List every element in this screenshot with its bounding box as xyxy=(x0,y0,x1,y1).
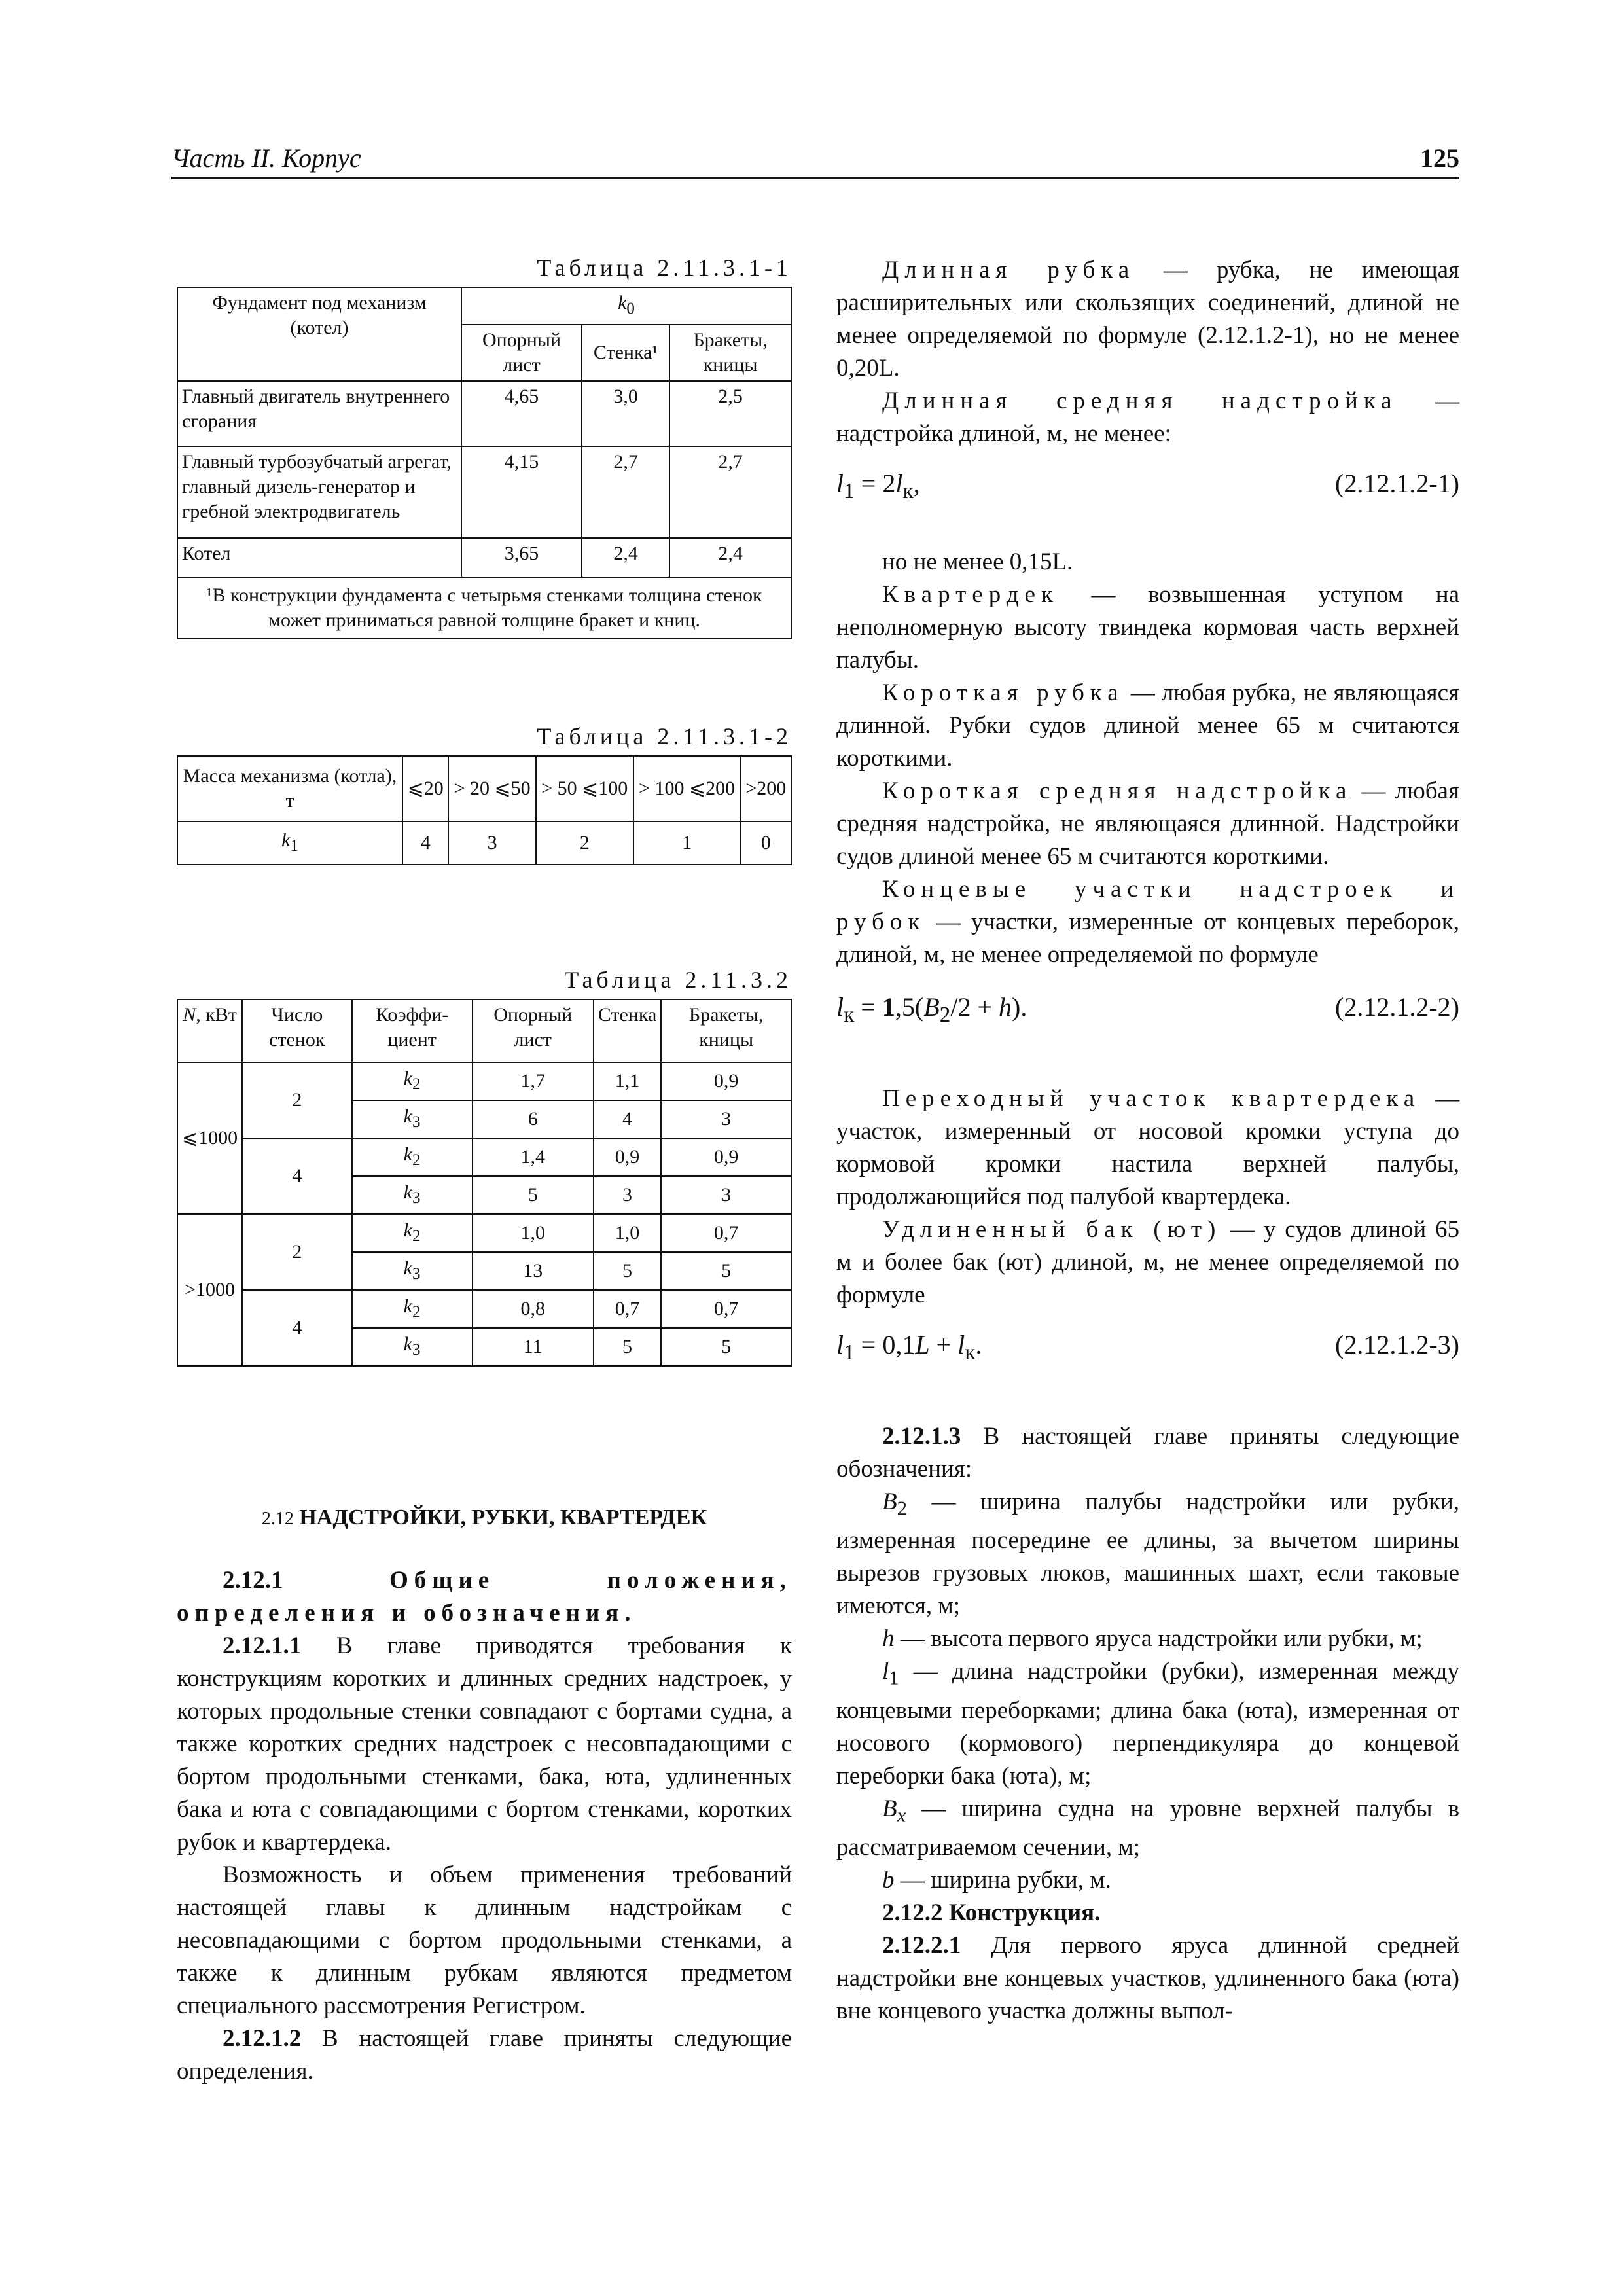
table3-cell: 13 xyxy=(473,1252,594,1290)
table3-coef: $k_3$ xyxy=(352,1100,473,1138)
table3-header: Бракеты, кницы xyxy=(661,999,791,1062)
definition: — участок, измеренный от носовой кромки уступа до кормовой кромки настила верхней палубы, продолжающийся под палубой квартердека. xyxy=(836,1085,1459,1210)
definition: — возвышенная уступом на неполномерную высоту твиндека кормовая часть верхней палубы. xyxy=(836,581,1459,673)
table3-cell: 0,7 xyxy=(661,1214,791,1252)
table3-cell: 1,1 xyxy=(594,1062,662,1100)
table3-coef: $k_2$ xyxy=(352,1214,473,1252)
table3-power: ⩽1000 xyxy=(177,1062,242,1214)
table1-row-label: Главный двигатель внутреннего сгорания xyxy=(177,381,461,446)
symbol: B xyxy=(882,1488,897,1515)
paragraph: В настоящей главе приняты следующие определения. xyxy=(177,2025,792,2085)
table3-coef: $k_3$ xyxy=(352,1176,473,1214)
formula-number: (2.12.1.2-3) xyxy=(1335,1330,1459,1359)
table3-header: N, кВт xyxy=(177,999,242,1062)
definition: но не менее 0,15L. xyxy=(882,548,1073,575)
table1-subheader: Стенка¹ xyxy=(582,325,669,381)
table1-row-label: Котел xyxy=(177,538,461,577)
table3-coef: $k_3$ xyxy=(352,1328,473,1366)
definition: — у судов длиной 65 м и более бак (ют) длиной, м, не менее определяемой по формуле xyxy=(836,1216,1460,1308)
table3-cell: 0,9 xyxy=(661,1138,791,1176)
table3-header: Стенка xyxy=(594,999,662,1062)
table2-cell: 0 xyxy=(741,821,791,865)
definition: — участки, измеренные от концевых переборок, длиной, м, не менее определяемой по формуле xyxy=(836,908,1460,968)
table2-range: > 50 ⩽100 xyxy=(536,756,633,821)
table1-cell: 4,15 xyxy=(461,446,582,538)
right-column-text: Длинная рубка — рубка, не имеющая расширительных или скользящих соединений, длиной не менее определяемой по формуле (2.12.1.2-1), но не менее 0,20L. Длинная средняя надстройка — надстройка длиной, м, не менее: $l_1 = 2l_к$, (2.12.1.2-1) но не менее 0,15L. Квартердек — возвышенная уступом на неполномерную высоту твиндека кормовая часть верхней палубы. Короткая рубка — любая рубка, не являющаяся длинной. Рубки судов длиной менее 65 м считаются короткими. Короткая средняя надстройка — любая средняя надстройка, не являющаяся длинной. Надстройки судов длиной менее 65 м считаются короткими. Концевые участки надстроек и рубок — участки, измеренные от концевых переборок, длиной, м, не менее определяемой по формуле $l_к = 1,5(B_2/2 + h)$. (2.12.1.2-2) Переходный участок квартердека — участок, измеренный от носовой кромки уступа до кормовой кромки настила верхней палубы, продолжающийся под палубой квартердека. Удлиненный бак (ют) — у судов длиной 65 м и более бак (ют) длиной, м, не менее определяемой по формуле $l_1 = 0,1L + l_к$. (2.12.1.2-3) 2.12.1.3 В настоящей главе приняты следующие обозначения: $B_2$ — ширина палубы надстройки или рубки, измеренная посередине ее длины, за вычетом ширины вырезов грузовых люков, машинных шахт, если таковые имеются, м; h — высота первого яруса надстройки или рубки, м; $l_1$ — длина надстройки (рубки), измеренная между концевыми переборками; длина бака (юта), измеренная от носового (кормового) перпендикуляра до концевой переборки бака (юта), м; $B_x$ — ширина судна на уровне верхней палубы в рассматриваемом сечении, м; b — ширина рубки, м. 2.12.2 Конструкция. 2.12.2.1 Для первого яруса длинной средней надстройки вне концевых участков, удлиненного бака (юта) вне концевого участка должны выпол- xyxy=(836,257,1460,2025)
table3-coef: $k_2$ xyxy=(352,1138,473,1176)
table3-cell: 5 xyxy=(473,1176,594,1214)
table3-cell: 0,7 xyxy=(661,1290,791,1328)
subsection-number: 2.12.1 xyxy=(223,1567,283,1594)
definition: — любая средняя надстройка, не являющаяся длинной. Надстройки судов длиной менее 65 м считаются короткими. xyxy=(836,778,1459,870)
table2-caption: Таблица 2.11.3.1-2 xyxy=(537,723,792,749)
table1 xyxy=(177,287,792,639)
table3-cell: 1,7 xyxy=(473,1062,594,1100)
table3-cell: 5 xyxy=(661,1328,791,1366)
subsection-title: Конструкция. xyxy=(948,1899,1101,1927)
para-number: 2.12.2.1 xyxy=(882,1932,961,1960)
definition: — рубка, не имеющая расширительных или скользящих соединений, длиной не менее определяемой по формуле (2.12.1.2-1), но не менее 0,20L. xyxy=(836,257,1460,382)
formula: $l_к = 1,5(B_2/2 + h)$. xyxy=(836,992,1027,1027)
section-number: 2.12 xyxy=(261,1509,294,1529)
table3-coef: $k_2$ xyxy=(352,1062,473,1100)
table3-walls: 4 xyxy=(242,1290,351,1366)
formula-2 xyxy=(836,991,1459,1043)
symbol: $B_x$ xyxy=(882,1795,906,1827)
table3-cell: 0,9 xyxy=(661,1062,791,1100)
table1-k-header: $k_0$ xyxy=(461,287,791,325)
paragraph: В главе приводятся требования к конструкциям коротких и длинных средних надстроек, у которых продольные стенки совпадают с бортами судна, а также коротких средних надстроек с несовпадающими с бортом продольными стенками, бака, юта, удлиненных бака и юта с совпадающими с бортом стенками, коротких рубок и квартердека. xyxy=(177,1632,793,1856)
formula-number: (2.12.1.2-2) xyxy=(1335,992,1459,1022)
table3-cell: 3 xyxy=(661,1100,791,1138)
table1-subheader: Бракеты, кницы xyxy=(669,325,791,381)
definition: — надстройка длиной, м, не менее: xyxy=(836,387,1460,447)
table2-cell: 3 xyxy=(448,821,535,865)
table3-coef: $k_3$ xyxy=(352,1252,473,1290)
table2-range: >200 xyxy=(741,756,791,821)
table3-cell: 4 xyxy=(594,1100,662,1138)
formula: $l_1 = 2l_к$, xyxy=(836,469,920,503)
paragraph: Для первого яруса длинной средней надстройки вне концевых участков, удлиненного бака (юта) вне концевого участка должны выпол- xyxy=(836,1932,1459,2025)
table3-walls: 4 xyxy=(242,1138,351,1214)
table1-cell: 2,4 xyxy=(669,538,791,577)
definition-term: Короткая средняя надстройка xyxy=(882,778,1353,804)
definition-term: Переходный участок квартердека xyxy=(882,1085,1421,1112)
table1-row-label: Главный турбозубчатый агрегат, главный дизель-генератор и гребной электродвигатель xyxy=(177,446,461,538)
definition: — любая рубка, не являющаяся длинной. Рубки судов длиной менее 65 м считаются короткими. xyxy=(836,679,1460,772)
table1-cell: 3,65 xyxy=(461,538,582,577)
symbol: b xyxy=(882,1867,895,1894)
table2-cell: 2 xyxy=(536,821,633,865)
table3-cell: 0,8 xyxy=(473,1290,594,1328)
notation: — ширина рубки, м. xyxy=(900,1867,1111,1894)
table3-cell: 5 xyxy=(661,1252,791,1290)
definition-term: Квартердек xyxy=(882,581,1059,608)
table1-cell: 3,0 xyxy=(582,381,669,446)
table3-header: Число стенок xyxy=(242,999,351,1062)
notation: — длина надстройки (рубки), измеренная между концевыми переборками; длина бака (юта), измеренная от носового (кормового) перпендикуляра до концевой переборки бака (юта), м; xyxy=(836,1658,1459,1789)
table3-cell: 0,9 xyxy=(594,1138,662,1176)
para-number: 2.12.1.2 xyxy=(223,2025,302,2052)
table3-walls: 2 xyxy=(242,1214,351,1290)
table1-cell: 2,7 xyxy=(669,446,791,538)
formula-number: (2.12.1.2-1) xyxy=(1335,469,1459,498)
section-heading xyxy=(177,1505,792,1530)
table3-cell: 0,7 xyxy=(594,1290,662,1328)
page-number: 125 xyxy=(1420,143,1459,173)
table3-cell: 3 xyxy=(661,1176,791,1214)
table3-walls: 2 xyxy=(242,1062,351,1138)
left-column-text xyxy=(177,1564,792,2088)
table1-caption: Таблица 2.11.3.1-1 xyxy=(537,255,792,281)
table2-range: ⩽20 xyxy=(402,756,448,821)
notation: — ширина судна на уровне верхней палубы в рассматриваемом сечении, м; xyxy=(836,1795,1460,1861)
table1-footnote: ¹В конструкции фундамента с четырьмя стенками толщина стенок может приниматься равной толщине бракет и книц. xyxy=(177,577,791,639)
table3-caption: Таблица 2.11.3.2 xyxy=(564,967,792,993)
table2 xyxy=(177,755,792,865)
para-number: 2.12.1.1 xyxy=(223,1632,302,1659)
section-title: НАДСТРОЙКИ, РУБКИ, КВАРТЕРДЕК xyxy=(299,1505,707,1530)
table3-cell: 5 xyxy=(594,1328,662,1366)
definition-term: Короткая рубка xyxy=(882,679,1124,706)
table2-range: > 100 ⩽200 xyxy=(633,756,741,821)
definition-term: Длинная рубка xyxy=(882,257,1135,283)
table2-range: > 20 ⩽50 xyxy=(448,756,535,821)
subsection-number: 2.12.2 xyxy=(882,1899,943,1927)
symbol: h xyxy=(882,1625,895,1653)
table3-power: >1000 xyxy=(177,1214,242,1366)
definition-term: Удлиненный бак (ют) xyxy=(882,1216,1222,1243)
definition-term: Концевые участки надстроек и рубок xyxy=(836,876,1459,935)
table2-col-header: Масса механизма (котла), т xyxy=(177,756,402,821)
table1-subheader: Опорный лист xyxy=(461,325,582,381)
running-header-title: Часть II. Корпус xyxy=(171,143,361,173)
formula: $l_1 = 0,1L + l_к$. xyxy=(836,1330,982,1365)
table3-cell: 1,0 xyxy=(473,1214,594,1252)
table3-cell: 3 xyxy=(594,1176,662,1214)
table2-row-label: $k_1$ xyxy=(177,821,402,865)
table1-col-header: Фундамент под механизм (котел) xyxy=(177,287,461,381)
table3-cell: 11 xyxy=(473,1328,594,1366)
table1-cell: 4,65 xyxy=(461,381,582,446)
symbol: l xyxy=(882,1658,889,1685)
paragraph: Возможность и объем применения требований настоящей главы к длинным надстройкам с несовпадающими с бортом продольными стенками, а также к длинным рубкам являются предметом специального рассмотрения Регистром. xyxy=(177,1861,792,2019)
table3-cell: 5 xyxy=(594,1252,662,1290)
subsection-title: Общие положения, определения и обозначения. xyxy=(177,1567,792,1626)
header-rule xyxy=(171,177,1459,179)
definition-term: Длинная средняя надстройка xyxy=(882,387,1398,414)
table3 xyxy=(177,999,792,1367)
notation: — ширина палубы надстройки или рубки, измеренная посередине ее длины, за вычетом ширины вырезов грузовых люков, машинных шахт, если таковые имеются, м; xyxy=(836,1488,1460,1620)
table3-cell: 1,4 xyxy=(473,1138,594,1176)
table1-cell: 2,7 xyxy=(582,446,669,538)
table1-cell: 2,5 xyxy=(669,381,791,446)
formula-3 xyxy=(836,1329,1459,1381)
table3-cell: 1,0 xyxy=(594,1214,662,1252)
para-number: 2.12.1.3 xyxy=(882,1423,961,1450)
notation: — высота первого яруса надстройки или рубки, м; xyxy=(900,1625,1423,1653)
table3-cell: 6 xyxy=(473,1100,594,1138)
table1-cell: 2,4 xyxy=(582,538,669,577)
table2-cell: 4 xyxy=(402,821,448,865)
formula-1 xyxy=(836,467,1459,520)
table3-coef: $k_2$ xyxy=(352,1290,473,1328)
table3-header: Коэффи-циент xyxy=(352,999,473,1062)
table3-header: Опорный лист xyxy=(473,999,594,1062)
table2-cell: 1 xyxy=(633,821,741,865)
paragraph: В настоящей главе приняты следующие обозначения: xyxy=(836,1423,1460,1482)
